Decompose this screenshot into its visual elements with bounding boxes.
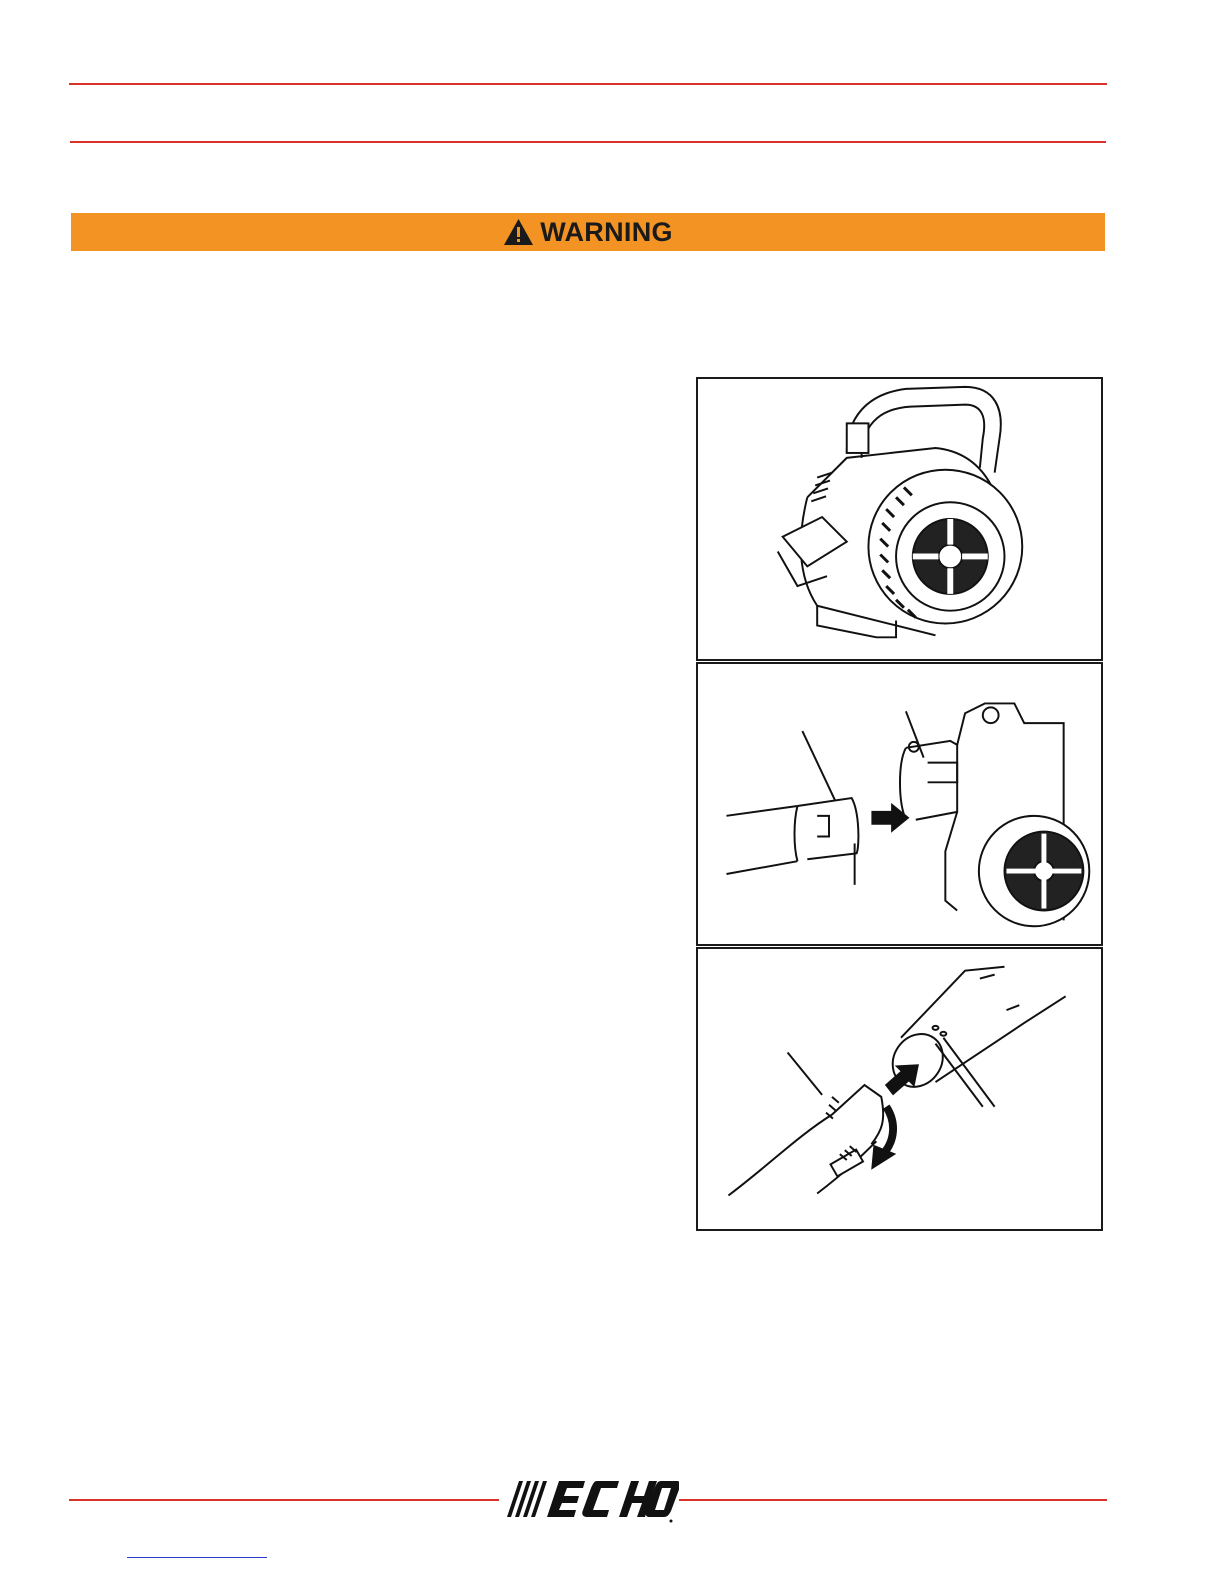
warning-label: WARNING xyxy=(540,216,673,247)
footer-rule-right xyxy=(679,1499,1107,1501)
warning-triangle-icon xyxy=(503,218,534,246)
header-bottom-rule xyxy=(70,141,1106,143)
blower-illustration xyxy=(698,379,1101,659)
blower-unit-figure xyxy=(696,377,1103,661)
pipe-to-outlet-illustration xyxy=(698,664,1101,944)
warning-banner xyxy=(71,213,1105,251)
pipe-twist-lock-illustration xyxy=(698,949,1101,1229)
header-top-rule xyxy=(69,83,1107,85)
footer-rule-left xyxy=(69,1499,499,1501)
echo-logo xyxy=(497,1477,679,1523)
pipe-connect-twist-figure xyxy=(696,947,1103,1231)
footer-link-underline[interactable] xyxy=(127,1557,267,1558)
blower-pipe-attach-figure xyxy=(696,662,1103,946)
